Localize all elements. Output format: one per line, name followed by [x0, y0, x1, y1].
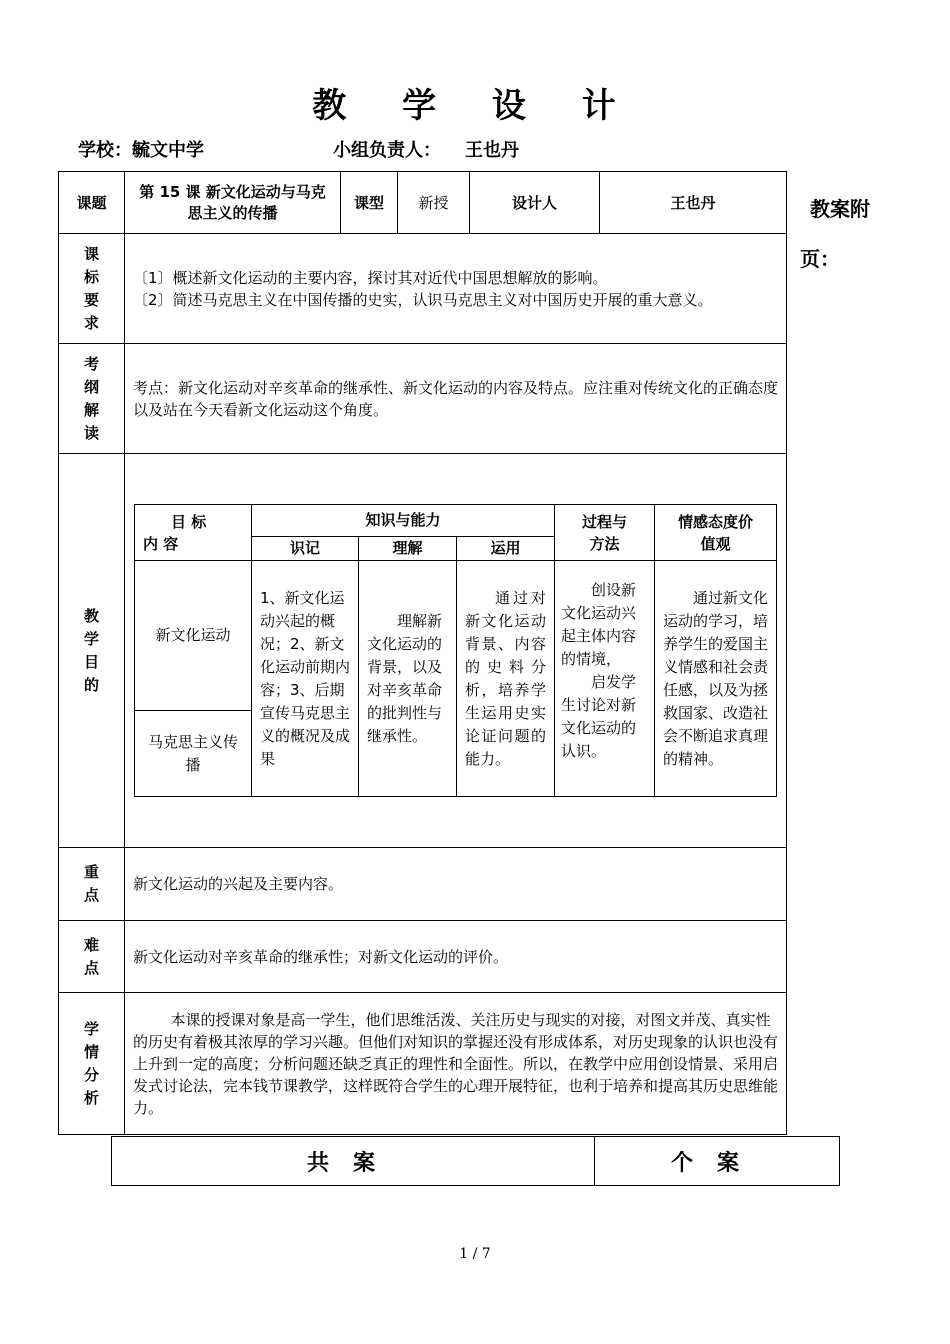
curriculum-label: 课标要求 [83, 244, 99, 332]
header-row [59, 172, 787, 234]
side-note-line-1: 教案附 [810, 197, 870, 221]
apply-header: 运用 [456, 537, 554, 561]
curriculum-item-2: 〔2〕简述马克思主义在中国传播的史实，认识马克思主义对中国历史开展的重大意义。 [133, 290, 713, 309]
difficult-row [59, 921, 787, 993]
corner-top: 目 标 [170, 512, 207, 531]
apply-text: 通过对新文化运动背景、内容的史料分析，培养学生运用史实论证问题的能力。 [456, 561, 554, 797]
objectives-label: 教学目的 [83, 606, 99, 694]
analysis-content: 本课的授课对象是高一学生，他们思维活泼、关注历史与现实的对接，对图文并茂、真实性的历史有着极其浓厚的学习兴趣。但他们对知识的掌握还没有形成体系，对历史现象的认识也没有上升到一定的高度；分析问题还缺乏真正的理性和全面性。所以，在教学中应用创设情景、采用启发式讨论法，完本钱节课教学，这样既符合学生的心理开展特征，也利于培养和提高其历史思维能力。 [125, 993, 787, 1135]
knowledge-header: 知识与能力 [251, 505, 554, 537]
curriculum-item-1: 〔1〕概述新文化运动的主要内容，探讨其对近代中国思想解放的影响。 [133, 268, 608, 287]
leader-info [333, 136, 519, 162]
type-value: 新授 [398, 172, 470, 234]
school-name: 毓文中学 [132, 140, 204, 161]
page-number: 1 / 7 [459, 1246, 491, 1262]
type-label: 课型 [341, 172, 398, 234]
exam-row [59, 344, 787, 454]
objectives-table [134, 504, 777, 797]
school-label: 学校： [78, 140, 132, 161]
designer-name: 王也丹 [600, 172, 787, 234]
difficult-content: 新文化运动对辛亥革命的继承性；对新文化运动的评价。 [125, 921, 787, 993]
curriculum-row [59, 234, 787, 344]
shared-plan-header: 共案 [112, 1137, 595, 1186]
individual-plan-header: 个案 [595, 1137, 840, 1186]
exam-label: 考纲解读 [83, 354, 99, 442]
understand-text: 理解新文化运动的背景，以及对辛亥革命的批判性与继承性。 [358, 561, 456, 797]
recall-text: 1、新文化运动兴起的概况；2、新文化运动前期内容；3、后期宣传马克思主义的概况及成果 [251, 561, 358, 797]
difficult-label: 难点 [83, 935, 99, 977]
course-title: 第 15 课 新文化运动与马克思主义的传播 [125, 172, 341, 234]
leader-name: 王也丹 [465, 140, 519, 161]
objectives-cell [125, 454, 787, 848]
understand-header: 理解 [358, 537, 456, 561]
corner-bottom: 内 容 [142, 534, 179, 553]
process-text-1: 创设新文化运动兴起主体内容的情境， [561, 581, 637, 668]
lesson-plan-table [58, 171, 787, 1135]
emotion-header: 情感态度价值观 [655, 505, 777, 561]
recall-header: 识记 [251, 537, 358, 561]
leader-label: 小组负责人： [333, 140, 441, 161]
objectives-corner [134, 505, 251, 561]
key-content: 新文化运动的兴起及主要内容。 [125, 848, 787, 921]
curriculum-content [125, 234, 787, 344]
process-text-2: 启发学生讨论对新文化运动的认识。 [561, 673, 637, 760]
objectives-row [59, 454, 787, 848]
emotion-text: 通过新文化运动的学习，培养学生的爱国主义情感和社会责任感，以及为拯救国家、改造社会不断追求真理的精神。 [655, 561, 777, 797]
course-label: 课题 [59, 172, 125, 234]
side-note-line-2: 页： [800, 247, 840, 271]
side-note [800, 184, 920, 284]
key-label: 重点 [83, 863, 99, 904]
row-marxism: 马克思主义传播 [134, 711, 251, 797]
document-title: 教 学 设 计 [312, 86, 638, 126]
designer-label: 设计人 [470, 172, 600, 234]
key-row [59, 848, 787, 921]
process-text [555, 561, 655, 797]
plan-type-table [111, 1136, 840, 1186]
exam-content: 考点：新文化运动对辛亥革命的继承性、新文化运动的内容及特点。应注重对传统文化的正确态度以及站在今天看新文化运动这个角度。 [125, 344, 787, 454]
row-new-culture: 新文化运动 [134, 561, 251, 711]
analysis-row [59, 993, 787, 1135]
analysis-label: 学情分析 [83, 1019, 99, 1107]
school-info [78, 136, 204, 162]
process-header: 过程与方法 [555, 505, 655, 561]
